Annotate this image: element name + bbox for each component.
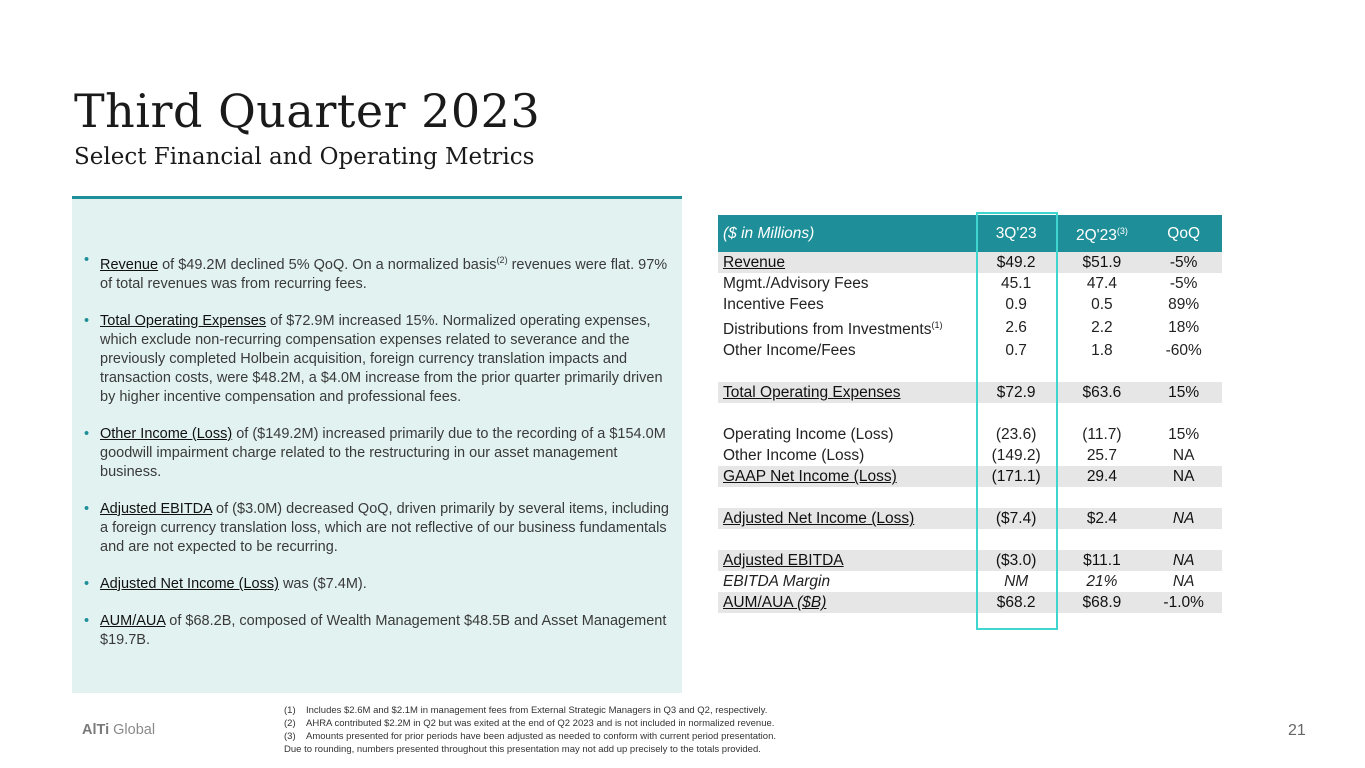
- footnote: Due to rounding, numbers presented throughout this presentation may not add up precisely to the totals provided.: [284, 744, 761, 755]
- table-row-opex: Total Operating Expenses $72.9 $63.6 15%: [718, 382, 1222, 403]
- table-spacer: [718, 403, 1222, 424]
- page-subtitle: Select Financial and Operating Metrics: [74, 144, 535, 170]
- page-title: Third Quarter 2023: [74, 84, 541, 138]
- footnotes: [284, 704, 776, 756]
- bullet-aum: • AUM/AUA of $68.2B, composed of Wealth Management $48.5B and Asset Management $19.7B.: [84, 612, 667, 648]
- table-row-other-income: Other Income (Loss) (149.2) 25.7 NA: [723, 447, 1195, 465]
- bullet-opex: • Total Operating Expenses of $72.9M increased 15%. Normalized operating expenses, which exclude non-recurring compensation expenses related to severance and the previously completed Holbein acquisition, foreign currency translation impacts and transaction costs, were $48.2M, a $4.0M increase from the prior quarter primarily driven by higher incentive compensation and professional fees.: [84, 312, 663, 405]
- table-spacer: [718, 361, 1222, 382]
- table-header-row: ($ in Millions) 3Q'23 2Q'23$^{(3)}$ QoQ: [718, 215, 1222, 252]
- financial-metrics-table: [718, 215, 1222, 613]
- table-spacer: [718, 529, 1222, 550]
- table-row-adj-ebitda: Adjusted EBITDA ($3.0) $11.1 NA: [718, 550, 1222, 571]
- table-row-gaap-net-income: GAAP Net Income (Loss) (171.1) 29.4 NA: [718, 466, 1222, 487]
- table-row-operating-income: Operating Income (Loss) (23.6) (11.7) 15%: [723, 426, 1200, 444]
- footnote: (2) AHRA contributed $2.2M in Q2 but was exited at the end of Q2 2023 and is not included in normalized revenue.: [284, 718, 775, 729]
- page-number: 21: [1288, 722, 1306, 739]
- table-row-adj-net-income: Adjusted Net Income (Loss) ($7.4) $2.4 NA: [718, 508, 1222, 529]
- table-row-ebitda-margin: EBITDA Margin NM 21% NA: [723, 573, 1195, 591]
- bullet-revenue: • Revenue of $49.2M declined 5% QoQ. On a normalized basis$^{(2)}$ revenues were flat. 97% of total revenues was from recurring fees.: [84, 252, 668, 292]
- company-logo: AlTi Global: [82, 722, 156, 738]
- bullet-adj-net-income: • Adjusted Net Income (Loss) was ($7.4M).: [84, 575, 367, 592]
- table-row-mgmt-fees: Mgmt./Advisory Fees 45.1 47.4 -5%: [723, 275, 1198, 293]
- table-row-revenue: Revenue $49.2 $51.9 -5%: [718, 252, 1222, 273]
- table-row-other-fees: Other Income/Fees 0.7 1.8 -60%: [723, 342, 1202, 360]
- summary-bullets: [80, 251, 676, 668]
- bullet-adj-ebitda: • Adjusted EBITDA of ($3.0M) decreased QoQ, driven primarily by several items, including a foreign currency translation loss, which are not reflective of our business fundamentals and are not expected to be recurring.: [84, 500, 669, 555]
- table-spacer: [718, 487, 1222, 508]
- table-row-incentive-fees: Incentive Fees 0.9 0.5 89%: [723, 296, 1200, 314]
- table-row-distributions: Distributions from Investments$^{(1)}$ 2.6 2.2 18%: [723, 319, 1200, 339]
- bullet-other-income: • Other Income (Loss) of ($149.2M) increased primarily due to the recording of a $154.0M goodwill impairment charge related to the restructuring in our asset management business.: [84, 425, 666, 480]
- footnote: (3) Amounts presented for prior periods have been adjusted as needed to conform with current period presentation.: [284, 731, 777, 742]
- table-row-aum: AUM/AUA ($B) $68.2 $68.9 -1.0%: [718, 592, 1222, 613]
- footnote: (1) Includes $2.6M and $2.1M in management fees from External Strategic Managers in Q3 and Q2, respectively.: [284, 705, 768, 716]
- summary-panel: [72, 196, 682, 693]
